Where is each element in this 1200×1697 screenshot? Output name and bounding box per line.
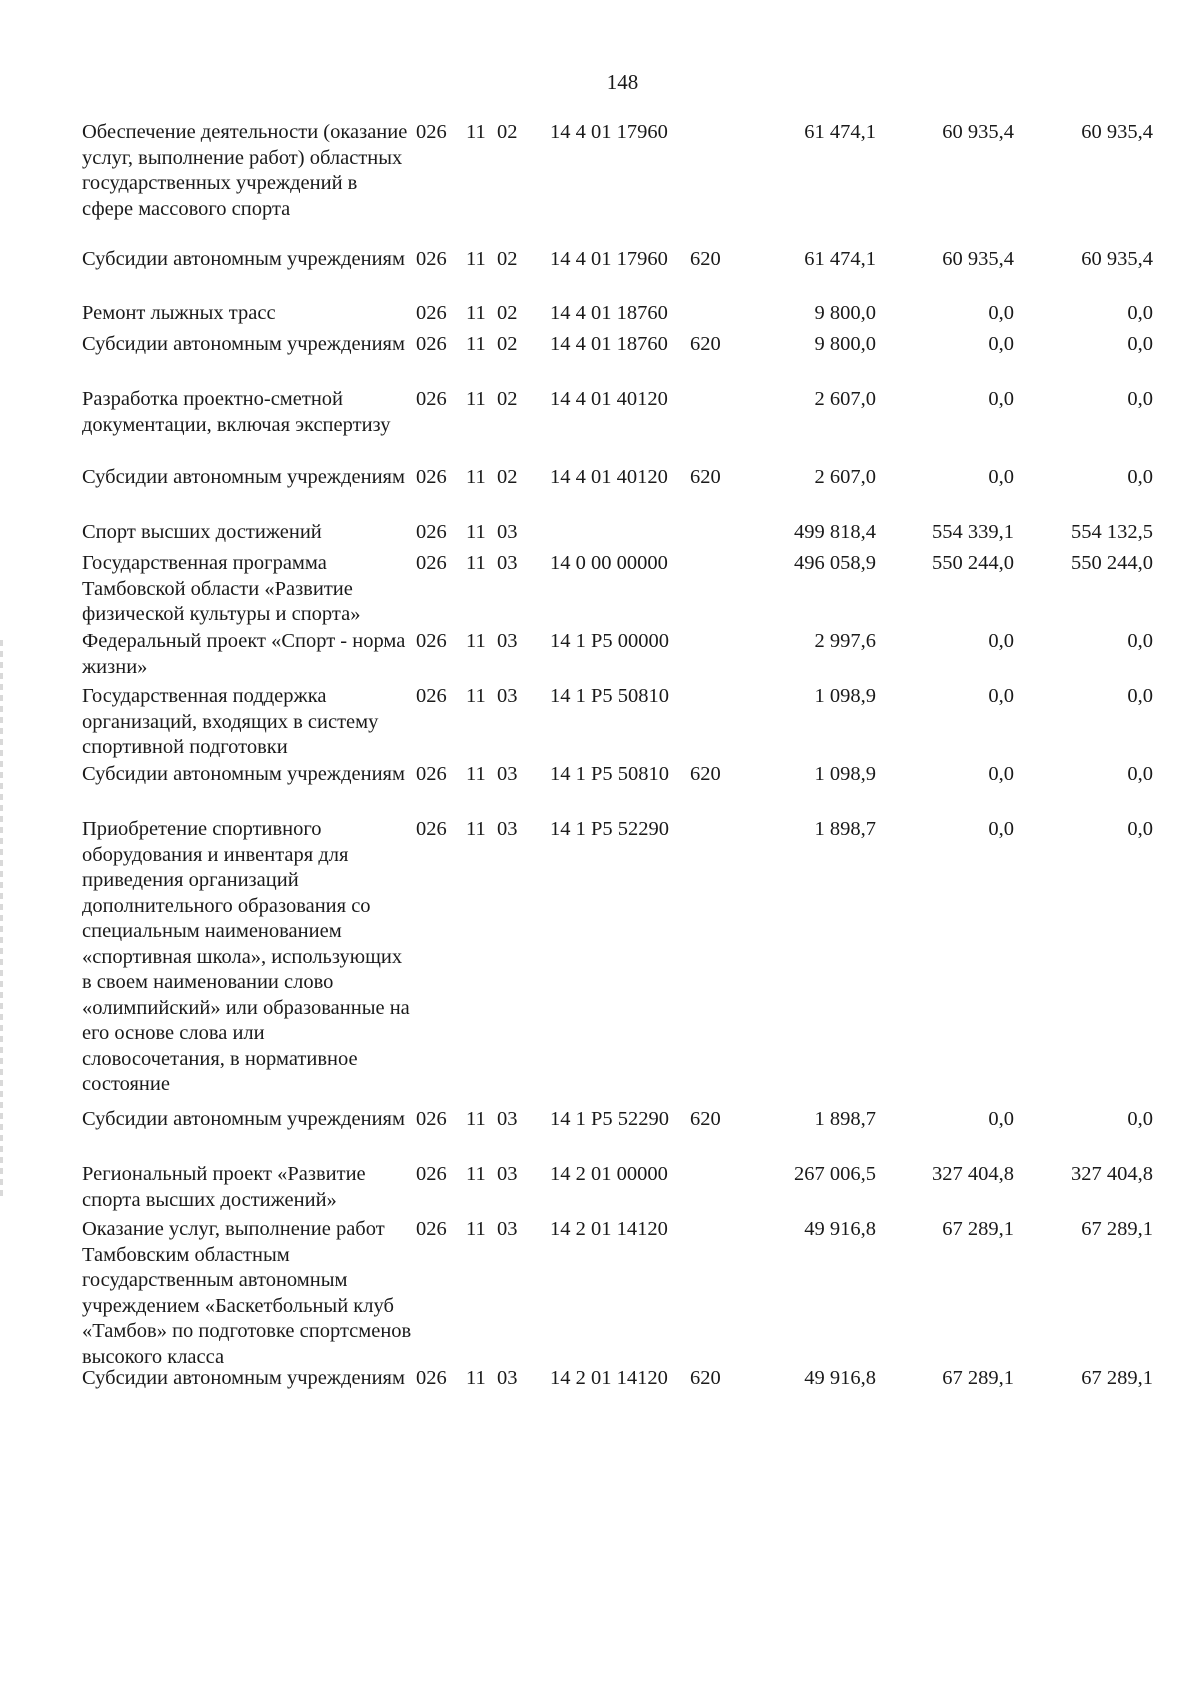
expense-type-code: 620 xyxy=(690,1108,721,1130)
target-article-code: 14 1 P5 50810 xyxy=(550,685,670,707)
amount-year-3: 0,0 xyxy=(1127,1108,1153,1130)
row-name: Государственная поддержка организаций, входящих в систему спортивной подготовки xyxy=(82,685,379,758)
amount-year-3: 554 132,5 xyxy=(1071,521,1153,543)
grbs-code: 026 xyxy=(416,552,447,574)
subsection-code: 03 xyxy=(497,630,518,652)
subsection-code: 02 xyxy=(497,333,518,355)
row-name: Приобретение спортивного оборудования и инвентаря для приведения организаций дополнительного образования со специальным наименованием «спортивная школа», использующих в своем наименовании слово «олимпийский» или образованные на его основе слова или словосочетания, в нормативное состояние xyxy=(82,818,410,1095)
amount-year-2: 0,0 xyxy=(988,1108,1014,1130)
target-article-code: 14 4 01 17960 xyxy=(550,121,668,143)
amount-year-3: 67 289,1 xyxy=(1081,1367,1153,1389)
amount-year-3: 67 289,1 xyxy=(1081,1218,1153,1240)
amount-year-1: 61 474,1 xyxy=(804,121,876,143)
amount-year-3: 0,0 xyxy=(1127,466,1153,488)
section-code: 11 xyxy=(466,388,486,410)
grbs-code: 026 xyxy=(416,521,447,543)
amount-year-1: 499 818,4 xyxy=(794,521,876,543)
subsection-code: 02 xyxy=(497,248,518,270)
expense-type-code: 620 xyxy=(690,1367,721,1389)
target-article-code: 14 4 01 40120 xyxy=(550,466,668,488)
grbs-code: 026 xyxy=(416,333,447,355)
subsection-code: 02 xyxy=(497,121,518,143)
amount-year-1: 9 800,0 xyxy=(814,333,876,355)
grbs-code: 026 xyxy=(416,1367,447,1389)
section-code: 11 xyxy=(466,248,486,270)
section-code: 11 xyxy=(466,1163,486,1185)
target-article-code: 14 2 01 14120 xyxy=(550,1218,668,1240)
row-name: Оказание услуг, выполнение работ Тамбовским областным государственным автономным учреждением «Баскетбольный клуб «Тамбов» по подготовке спортсменов высокого класса xyxy=(82,1218,412,1368)
expense-type-code: 620 xyxy=(690,333,721,355)
amount-year-2: 0,0 xyxy=(988,763,1014,785)
subsection-code: 03 xyxy=(497,1108,518,1130)
section-code: 11 xyxy=(466,685,486,707)
target-article-code: 14 4 01 17960 xyxy=(550,248,668,270)
amount-year-1: 2 997,6 xyxy=(814,630,876,652)
amount-year-3: 0,0 xyxy=(1127,685,1153,707)
amount-year-1: 1 898,7 xyxy=(814,818,876,840)
row-name: Субсидии автономным учреждениям xyxy=(82,466,405,488)
target-article-code: 14 2 01 14120 xyxy=(550,1367,668,1389)
section-code: 11 xyxy=(466,552,486,574)
amount-year-2: 60 935,4 xyxy=(942,248,1014,270)
amount-year-2: 67 289,1 xyxy=(942,1367,1014,1389)
section-code: 11 xyxy=(466,302,486,324)
amount-year-2: 554 339,1 xyxy=(932,521,1014,543)
amount-year-2: 67 289,1 xyxy=(942,1218,1014,1240)
row-name: Разработка проектно-сметной документации, включая экспертизу xyxy=(82,388,391,436)
amount-year-2: 0,0 xyxy=(988,630,1014,652)
target-article-code: 14 1 P5 52290 xyxy=(550,818,670,840)
grbs-code: 026 xyxy=(416,818,447,840)
amount-year-1: 496 058,9 xyxy=(794,552,876,574)
subsection-code: 02 xyxy=(497,302,518,324)
amount-year-3: 0,0 xyxy=(1127,388,1153,410)
amount-year-2: 60 935,4 xyxy=(942,121,1014,143)
subsection-code: 03 xyxy=(497,1218,518,1240)
section-code: 11 xyxy=(466,121,486,143)
target-article-code: 14 0 00 00000 xyxy=(550,552,668,574)
subsection-code: 03 xyxy=(497,521,518,543)
row-name: Субсидии автономным учреждениям xyxy=(82,1108,405,1130)
amount-year-1: 2 607,0 xyxy=(814,466,876,488)
subsection-code: 03 xyxy=(497,818,518,840)
amount-year-3: 550 244,0 xyxy=(1071,552,1153,574)
amount-year-3: 0,0 xyxy=(1127,333,1153,355)
expense-type-code: 620 xyxy=(690,248,721,270)
row-name: Субсидии автономным учреждениям xyxy=(82,333,405,355)
amount-year-1: 49 916,8 xyxy=(804,1367,876,1389)
target-article-code: 14 1 P5 50810 xyxy=(550,763,670,785)
section-code: 11 xyxy=(466,1367,486,1389)
scan-edge-artifact xyxy=(0,640,3,1200)
amount-year-3: 0,0 xyxy=(1127,302,1153,324)
subsection-code: 03 xyxy=(497,1163,518,1185)
amount-year-2: 0,0 xyxy=(988,466,1014,488)
section-code: 11 xyxy=(466,763,486,785)
section-code: 11 xyxy=(466,466,486,488)
page-number: 148 xyxy=(606,70,639,94)
row-name: Субсидии автономным учреждениям xyxy=(82,248,405,270)
amount-year-2: 0,0 xyxy=(988,333,1014,355)
subsection-code: 03 xyxy=(497,552,518,574)
amount-year-3: 0,0 xyxy=(1127,763,1153,785)
section-code: 11 xyxy=(466,521,486,543)
section-code: 11 xyxy=(466,1108,486,1130)
section-code: 11 xyxy=(466,1218,486,1240)
section-code: 11 xyxy=(466,630,486,652)
row-name: Субсидии автономным учреждениям xyxy=(82,1367,405,1389)
section-code: 11 xyxy=(466,818,486,840)
amount-year-1: 1 098,9 xyxy=(814,685,876,707)
target-article-code: 14 1 P5 52290 xyxy=(550,1108,670,1130)
row-name: Спорт высших достижений xyxy=(82,521,322,543)
subsection-code: 02 xyxy=(497,466,518,488)
target-article-code: 14 4 01 40120 xyxy=(550,388,668,410)
row-name: Ремонт лыжных трасс xyxy=(82,302,276,324)
expense-type-code: 620 xyxy=(690,763,721,785)
grbs-code: 026 xyxy=(416,685,447,707)
target-article-code: 14 4 01 18760 xyxy=(550,333,668,355)
grbs-code: 026 xyxy=(416,630,447,652)
amount-year-3: 0,0 xyxy=(1127,630,1153,652)
amount-year-2: 0,0 xyxy=(988,302,1014,324)
amount-year-1: 2 607,0 xyxy=(814,388,876,410)
amount-year-3: 60 935,4 xyxy=(1081,248,1153,270)
grbs-code: 026 xyxy=(416,388,447,410)
amount-year-1: 267 006,5 xyxy=(794,1163,876,1185)
grbs-code: 026 xyxy=(416,466,447,488)
amount-year-2: 0,0 xyxy=(988,818,1014,840)
row-name: Федеральный проект «Спорт - норма жизни» xyxy=(82,630,406,678)
grbs-code: 026 xyxy=(416,1218,447,1240)
expense-type-code: 620 xyxy=(690,466,721,488)
grbs-code: 026 xyxy=(416,302,447,324)
amount-year-3: 0,0 xyxy=(1127,818,1153,840)
amount-year-3: 60 935,4 xyxy=(1081,121,1153,143)
target-article-code: 14 2 01 00000 xyxy=(550,1163,668,1185)
amount-year-2: 0,0 xyxy=(988,685,1014,707)
amount-year-3: 327 404,8 xyxy=(1071,1163,1153,1185)
section-code: 11 xyxy=(466,333,486,355)
row-name: Обеспечение деятельности (оказание услуг, выполнение работ) областных государственных учреждений в сфере массового спорта xyxy=(82,121,408,220)
grbs-code: 026 xyxy=(416,763,447,785)
row-name: Субсидии автономным учреждениям xyxy=(82,763,405,785)
grbs-code: 026 xyxy=(416,1163,447,1185)
grbs-code: 026 xyxy=(416,121,447,143)
grbs-code: 026 xyxy=(416,248,447,270)
subsection-code: 02 xyxy=(497,388,518,410)
row-name: Региональный проект «Развитие спорта высших достижений» xyxy=(82,1163,366,1211)
subsection-code: 03 xyxy=(497,1367,518,1389)
amount-year-1: 1 098,9 xyxy=(814,763,876,785)
target-article-code: 14 4 01 18760 xyxy=(550,302,668,324)
amount-year-1: 61 474,1 xyxy=(804,248,876,270)
subsection-code: 03 xyxy=(497,763,518,785)
amount-year-2: 550 244,0 xyxy=(932,552,1014,574)
amount-year-1: 9 800,0 xyxy=(814,302,876,324)
amount-year-1: 49 916,8 xyxy=(804,1218,876,1240)
amount-year-2: 0,0 xyxy=(988,388,1014,410)
subsection-code: 03 xyxy=(497,685,518,707)
grbs-code: 026 xyxy=(416,1108,447,1130)
amount-year-1: 1 898,7 xyxy=(814,1108,876,1130)
amount-year-2: 327 404,8 xyxy=(932,1163,1014,1185)
row-name: Государственная программа Тамбовской области «Развитие физической культуры и спорта» xyxy=(82,552,361,625)
target-article-code: 14 1 P5 00000 xyxy=(550,630,670,652)
